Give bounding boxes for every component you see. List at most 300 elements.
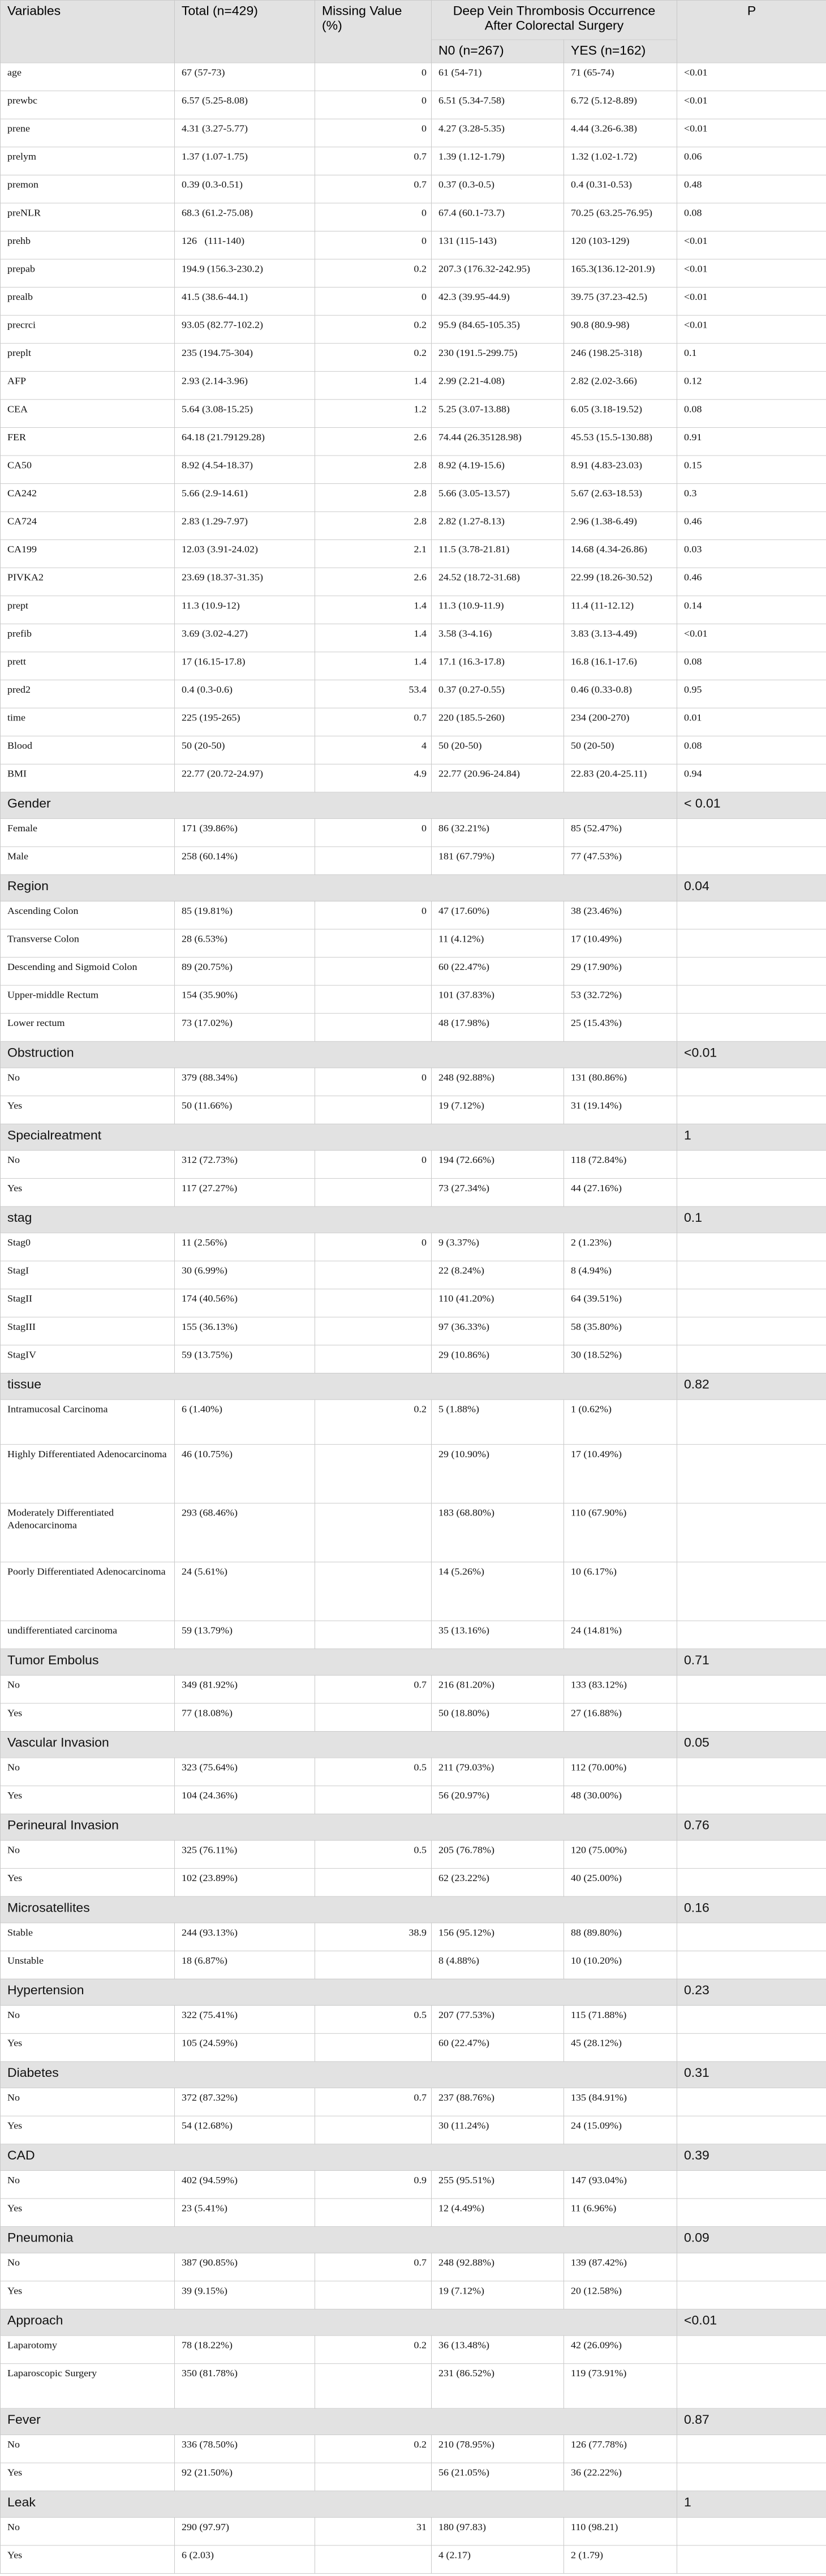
level-label: Poorly Differentiated Adenocarcinoma	[1, 1562, 175, 1621]
level-label: No	[1, 1150, 175, 1179]
missing-cell	[315, 2545, 432, 2574]
category-header-row	[1, 1649, 826, 1676]
p-value-cell	[677, 2033, 826, 2062]
category-p-value: 1	[677, 1124, 826, 1150]
yes-dvt-cell: 119 (73.91%)	[564, 2364, 677, 2408]
yes-dvt-cell: 2.82 (2.02-3.66)	[564, 371, 677, 400]
p-value-cell	[677, 1289, 826, 1317]
yes-dvt-cell: 2 (1.79)	[564, 2545, 677, 2574]
level-label: undifferentiated carcinoma	[1, 1621, 175, 1649]
no-dvt-cell: 230 (191.5-299.75)	[432, 344, 564, 372]
table-row	[1, 624, 826, 652]
category-p-value: 0.76	[677, 1814, 826, 1840]
total-cell: 322 (75.41%)	[175, 2006, 315, 2034]
variable-name: prepab	[1, 259, 175, 287]
no-dvt-cell: 156 (95.12%)	[432, 1923, 564, 1951]
total-cell: 372 (87.32%)	[175, 2088, 315, 2116]
table-row	[1, 2335, 826, 2364]
missing-cell: 0	[315, 1233, 432, 1261]
level-label: Upper-middle Rectum	[1, 985, 175, 1014]
total-cell: 54 (12.68%)	[175, 2116, 315, 2144]
no-dvt-cell: 1.39 (1.12-1.79)	[432, 147, 564, 175]
yes-dvt-cell: 5.67 (2.63-18.53)	[564, 484, 677, 512]
table-row	[1, 1261, 826, 1289]
p-value-cell: <0.01	[677, 315, 826, 344]
p-value-cell	[677, 1261, 826, 1289]
category-header-row	[1, 1124, 826, 1150]
level-label: Stable	[1, 1923, 175, 1951]
level-label: No	[1, 2170, 175, 2199]
p-value-cell	[677, 2364, 826, 2408]
level-label: No	[1, 1840, 175, 1869]
yes-dvt-cell: 120 (103-129)	[564, 231, 677, 259]
category-p-value: 0.39	[677, 2144, 826, 2171]
yes-dvt-cell: 71 (65-74)	[564, 63, 677, 91]
p-value-cell: 0.46	[677, 512, 826, 540]
missing-cell: 0.2	[315, 2435, 432, 2463]
total-cell: 46 (10.75%)	[175, 1444, 315, 1503]
category-header-row	[1, 2144, 826, 2171]
variable-name: precrci	[1, 315, 175, 344]
yes-dvt-cell: 11 (6.96%)	[564, 2199, 677, 2227]
missing-cell: 4	[315, 736, 432, 765]
level-label: Yes	[1, 1786, 175, 1814]
p-value-cell: 0.14	[677, 596, 826, 624]
missing-cell: 0.5	[315, 2006, 432, 2034]
total-cell: 85 (19.81%)	[175, 901, 315, 929]
table-row	[1, 2253, 826, 2281]
p-value-cell: 0.95	[677, 680, 826, 709]
missing-cell: 0	[315, 1068, 432, 1096]
no-dvt-cell: 180 (97.83)	[432, 2517, 564, 2545]
missing-cell	[315, 985, 432, 1014]
no-dvt-cell: 0.37 (0.3-0.5)	[432, 175, 564, 203]
table-row	[1, 175, 826, 203]
missing-cell: 0.5	[315, 1840, 432, 1869]
missing-cell: 0.7	[315, 2253, 432, 2281]
total-cell: 349 (81.92%)	[175, 1675, 315, 1703]
table-header	[1, 0, 826, 63]
p-value-cell	[677, 847, 826, 875]
table-row	[1, 985, 826, 1014]
p-value-cell	[677, 2199, 826, 2227]
total-cell: 11.3 (10.9-12)	[175, 596, 315, 624]
level-label: No	[1, 2517, 175, 2545]
missing-cell: 53.4	[315, 680, 432, 709]
yes-dvt-cell: 58 (35.80%)	[564, 1317, 677, 1345]
p-value-cell	[677, 901, 826, 929]
no-dvt-cell: 56 (21.05%)	[432, 2463, 564, 2491]
yes-dvt-cell: 133 (83.12%)	[564, 1675, 677, 1703]
category-header-row	[1, 875, 826, 901]
p-value-cell: 0.15	[677, 456, 826, 484]
total-cell: 28 (6.53%)	[175, 929, 315, 958]
level-label: Highly Differentiated Adenocarcinoma	[1, 1444, 175, 1503]
missing-cell: 1.4	[315, 371, 432, 400]
yes-dvt-cell: 14.68 (4.34-26.86)	[564, 540, 677, 568]
p-value-cell	[677, 819, 826, 847]
level-label: No	[1, 1068, 175, 1096]
no-dvt-cell: 101 (37.83%)	[432, 985, 564, 1014]
no-dvt-cell: 2.82 (1.27-8.13)	[432, 512, 564, 540]
total-cell: 350 (81.78%)	[175, 2364, 315, 2408]
yes-dvt-cell: 22.83 (20.4-25.11)	[564, 764, 677, 792]
no-dvt-cell: 61 (54-71)	[432, 63, 564, 91]
p-value-cell	[677, 1068, 826, 1096]
variable-name: prept	[1, 596, 175, 624]
table-row	[1, 456, 826, 484]
category-p-value: 1	[677, 2491, 826, 2518]
table-row	[1, 371, 826, 400]
total-cell: 325 (76.11%)	[175, 1840, 315, 1869]
table-row	[1, 764, 826, 792]
p-value-cell: 0.01	[677, 708, 826, 736]
category-p-value: 0.71	[677, 1649, 826, 1676]
level-label: Yes	[1, 2545, 175, 2574]
table-row	[1, 1840, 826, 1869]
level-label: Transverse Colon	[1, 929, 175, 958]
no-dvt-cell: 4.27 (3.28-5.35)	[432, 119, 564, 147]
yes-dvt-cell: 85 (52.47%)	[564, 819, 677, 847]
no-dvt-cell: 9 (3.37%)	[432, 1233, 564, 1261]
no-dvt-cell: 216 (81.20%)	[432, 1675, 564, 1703]
no-dvt-cell: 60 (22.47%)	[432, 2033, 564, 2062]
level-label: Laparotomy	[1, 2335, 175, 2364]
table-row	[1, 147, 826, 175]
p-value-cell	[677, 1758, 826, 1786]
variable-name: prewbc	[1, 91, 175, 119]
level-label: No	[1, 1758, 175, 1786]
total-cell: 41.5 (38.6-44.1)	[175, 287, 315, 316]
table-row	[1, 1289, 826, 1317]
no-dvt-cell: 210 (78.95%)	[432, 2435, 564, 2463]
level-label: No	[1, 2006, 175, 2034]
total-cell: 379 (88.34%)	[175, 1068, 315, 1096]
yes-dvt-cell: 48 (30.00%)	[564, 1786, 677, 1814]
no-dvt-cell: 248 (92.88%)	[432, 2253, 564, 2281]
header-no: N0 (n=267)	[432, 40, 564, 63]
missing-cell: 1.4	[315, 652, 432, 680]
no-dvt-cell: 19 (7.12%)	[432, 2281, 564, 2309]
yes-dvt-cell: 36 (22.22%)	[564, 2463, 677, 2491]
p-value-cell: 0.48	[677, 175, 826, 203]
no-dvt-cell: 86 (32.21%)	[432, 819, 564, 847]
category-name: Specialreatment	[1, 1124, 677, 1150]
table-row	[1, 287, 826, 316]
level-label: StagI	[1, 1261, 175, 1289]
yes-dvt-cell: 139 (87.42%)	[564, 2253, 677, 2281]
table-row	[1, 540, 826, 568]
no-dvt-cell: 5 (1.88%)	[432, 1399, 564, 1444]
yes-dvt-cell: 234 (200-270)	[564, 708, 677, 736]
p-value-cell	[677, 958, 826, 986]
yes-dvt-cell: 20 (12.58%)	[564, 2281, 677, 2309]
level-label: Yes	[1, 1096, 175, 1124]
yes-dvt-cell: 8.91 (4.83-23.03)	[564, 456, 677, 484]
no-dvt-cell: 205 (76.78%)	[432, 1840, 564, 1869]
category-header-row	[1, 1041, 826, 1068]
no-dvt-cell: 237 (88.76%)	[432, 2088, 564, 2116]
missing-cell: 31	[315, 2517, 432, 2545]
p-value-cell: 0.46	[677, 568, 826, 596]
table-row	[1, 736, 826, 765]
yes-dvt-cell: 120 (75.00%)	[564, 1840, 677, 1869]
no-dvt-cell: 30 (11.24%)	[432, 2116, 564, 2144]
no-dvt-cell: 19 (7.12%)	[432, 1096, 564, 1124]
missing-cell: 0.7	[315, 2088, 432, 2116]
table-row	[1, 819, 826, 847]
missing-cell: 2.6	[315, 427, 432, 456]
category-name: Gender	[1, 792, 677, 819]
p-value-cell	[677, 1951, 826, 1979]
table-row	[1, 2545, 826, 2574]
no-dvt-cell: 6.51 (5.34-7.58)	[432, 91, 564, 119]
missing-cell: 0	[315, 1150, 432, 1179]
category-name: stag	[1, 1207, 677, 1233]
total-cell: 104 (24.36%)	[175, 1786, 315, 1814]
no-dvt-cell: 220 (185.5-260)	[432, 708, 564, 736]
yes-dvt-cell: 70.25 (63.25-76.95)	[564, 203, 677, 231]
no-dvt-cell: 35 (13.16%)	[432, 1621, 564, 1649]
table-row	[1, 484, 826, 512]
missing-cell: 0	[315, 203, 432, 231]
level-label: Intramucosal Carcinoma	[1, 1399, 175, 1444]
total-cell: 235 (194.75-304)	[175, 344, 315, 372]
missing-cell: 2.6	[315, 568, 432, 596]
missing-cell: 4.9	[315, 764, 432, 792]
p-value-cell	[677, 2435, 826, 2463]
total-cell: 336 (78.50%)	[175, 2435, 315, 2463]
variable-name: prefib	[1, 624, 175, 652]
yes-dvt-cell: 246 (198.25-318)	[564, 344, 677, 372]
yes-dvt-cell: 165.3(136.12-201.9)	[564, 259, 677, 287]
total-cell: 59 (13.75%)	[175, 1345, 315, 1373]
category-header-row	[1, 2408, 826, 2435]
total-cell: 258 (60.14%)	[175, 847, 315, 875]
yes-dvt-cell: 45 (28.12%)	[564, 2033, 677, 2062]
missing-cell	[315, 1503, 432, 1562]
variable-name: prealb	[1, 287, 175, 316]
level-label: StagII	[1, 1289, 175, 1317]
total-cell: 105 (24.59%)	[175, 2033, 315, 2062]
p-value-cell	[677, 1840, 826, 1869]
total-cell: 293 (68.46%)	[175, 1503, 315, 1562]
no-dvt-cell: 14 (5.26%)	[432, 1562, 564, 1621]
level-label: Lower rectum	[1, 1014, 175, 1042]
missing-cell	[315, 1869, 432, 1897]
table-row	[1, 2281, 826, 2309]
header-p: P	[677, 0, 826, 63]
table-row	[1, 2033, 826, 2062]
variable-name: CA724	[1, 512, 175, 540]
total-cell: 3.69 (3.02-4.27)	[175, 624, 315, 652]
yes-dvt-cell: 2.96 (1.38-6.49)	[564, 512, 677, 540]
variable-name: prene	[1, 119, 175, 147]
missing-cell: 0	[315, 63, 432, 91]
table-row	[1, 2463, 826, 2491]
level-label: No	[1, 2253, 175, 2281]
no-dvt-cell: 181 (67.79%)	[432, 847, 564, 875]
yes-dvt-cell: 17 (10.49%)	[564, 1444, 677, 1503]
variable-name: time	[1, 708, 175, 736]
table-row	[1, 1345, 826, 1373]
missing-cell	[315, 1178, 432, 1207]
missing-cell: 0	[315, 119, 432, 147]
variable-name: Blood	[1, 736, 175, 765]
p-value-cell	[677, 1399, 826, 1444]
category-p-value: 0.04	[677, 875, 826, 901]
table-row	[1, 2364, 826, 2408]
variable-name: PIVKA2	[1, 568, 175, 596]
total-cell: 225 (195-265)	[175, 708, 315, 736]
no-dvt-cell: 42.3 (39.95-44.9)	[432, 287, 564, 316]
missing-cell	[315, 1014, 432, 1042]
no-dvt-cell: 5.66 (3.05-13.57)	[432, 484, 564, 512]
p-value-cell	[677, 1786, 826, 1814]
table-row	[1, 1951, 826, 1979]
table-row	[1, 652, 826, 680]
table-row	[1, 2170, 826, 2199]
yes-dvt-cell: 0.46 (0.33-0.8)	[564, 680, 677, 709]
level-label: Yes	[1, 1703, 175, 1732]
table-row	[1, 1068, 826, 1096]
p-value-cell	[677, 985, 826, 1014]
p-value-cell	[677, 2006, 826, 2034]
category-header-row	[1, 1373, 826, 1400]
table-row	[1, 568, 826, 596]
total-cell: 92 (21.50%)	[175, 2463, 315, 2491]
no-dvt-cell: 60 (22.47%)	[432, 958, 564, 986]
p-value-cell	[677, 1869, 826, 1897]
missing-cell: 0.2	[315, 1399, 432, 1444]
header-total: Total (n=429)	[175, 0, 315, 63]
missing-cell	[315, 2033, 432, 2062]
level-label: Male	[1, 847, 175, 875]
total-cell: 0.39 (0.3-0.51)	[175, 175, 315, 203]
p-value-cell	[677, 2463, 826, 2491]
table-row	[1, 231, 826, 259]
p-value-cell	[677, 1503, 826, 1562]
variable-name: preNLR	[1, 203, 175, 231]
table-row	[1, 596, 826, 624]
level-label: Yes	[1, 2033, 175, 2062]
total-cell: 30 (6.99%)	[175, 1261, 315, 1289]
p-value-cell: 0.08	[677, 652, 826, 680]
p-value-cell	[677, 1178, 826, 1207]
total-cell: 59 (13.79%)	[175, 1621, 315, 1649]
yes-dvt-cell: 30 (18.52%)	[564, 1345, 677, 1373]
total-cell: 244 (93.13%)	[175, 1923, 315, 1951]
no-dvt-cell: 17.1 (16.3-17.8)	[432, 652, 564, 680]
no-dvt-cell: 22 (8.24%)	[432, 1261, 564, 1289]
level-label: Laparoscopic Surgery	[1, 2364, 175, 2408]
missing-cell	[315, 1444, 432, 1503]
level-label: Yes	[1, 1869, 175, 1897]
table-row	[1, 2199, 826, 2227]
yes-dvt-cell: 6.72 (5.12-8.89)	[564, 91, 677, 119]
total-cell: 6.57 (5.25-8.08)	[175, 91, 315, 119]
no-dvt-cell: 207 (77.53%)	[432, 2006, 564, 2034]
p-value-cell: 0.1	[677, 344, 826, 372]
level-label: No	[1, 2435, 175, 2463]
table-row	[1, 2435, 826, 2463]
p-value-cell	[677, 1096, 826, 1124]
total-cell: 117 (27.27%)	[175, 1178, 315, 1207]
table-row	[1, 1150, 826, 1179]
total-cell: 102 (23.89%)	[175, 1869, 315, 1897]
yes-dvt-cell: 17 (10.49%)	[564, 929, 677, 958]
missing-cell: 1.4	[315, 624, 432, 652]
table-row	[1, 63, 826, 91]
yes-dvt-cell: 135 (84.91%)	[564, 2088, 677, 2116]
total-cell: 17 (16.15-17.8)	[175, 652, 315, 680]
table-row	[1, 1444, 826, 1503]
total-cell: 23.69 (18.37-31.35)	[175, 568, 315, 596]
yes-dvt-cell: 131 (80.86%)	[564, 1068, 677, 1096]
no-dvt-cell: 67.4 (60.1-73.7)	[432, 203, 564, 231]
category-name: Diabetes	[1, 2062, 677, 2088]
total-cell: 1.37 (1.07-1.75)	[175, 147, 315, 175]
category-name: Pneumonia	[1, 2227, 677, 2253]
yes-dvt-cell: 16.8 (16.1-17.6)	[564, 652, 677, 680]
p-value-cell	[677, 2088, 826, 2116]
no-dvt-cell: 95.9 (84.65-105.35)	[432, 315, 564, 344]
variable-name: BMI	[1, 764, 175, 792]
level-label: Yes	[1, 2463, 175, 2491]
table-row	[1, 901, 826, 929]
table-body	[1, 63, 826, 2573]
category-p-value: 0.09	[677, 2227, 826, 2253]
missing-cell: 0	[315, 819, 432, 847]
table-row	[1, 708, 826, 736]
total-cell: 6 (1.40%)	[175, 1399, 315, 1444]
level-label: Female	[1, 819, 175, 847]
total-cell: 4.31 (3.27-5.77)	[175, 119, 315, 147]
level-label: No	[1, 2088, 175, 2116]
table-row	[1, 344, 826, 372]
p-value-cell: 0.12	[677, 371, 826, 400]
total-cell: 6 (2.03)	[175, 2545, 315, 2574]
no-dvt-cell: 0.37 (0.27-0.55)	[432, 680, 564, 709]
p-value-cell	[677, 1345, 826, 1373]
category-p-value: 0.1	[677, 1207, 826, 1233]
yes-dvt-cell: 11.4 (11-12.12)	[564, 596, 677, 624]
p-value-cell: 0.06	[677, 147, 826, 175]
table-row	[1, 1923, 826, 1951]
total-cell: 89 (20.75%)	[175, 958, 315, 986]
p-value-cell: <0.01	[677, 624, 826, 652]
yes-dvt-cell: 10 (10.20%)	[564, 1951, 677, 1979]
variable-name: CA50	[1, 456, 175, 484]
no-dvt-cell: 22.77 (20.96-24.84)	[432, 764, 564, 792]
variable-name: prehb	[1, 231, 175, 259]
yes-dvt-cell: 29 (17.90%)	[564, 958, 677, 986]
yes-dvt-cell: 24 (15.09%)	[564, 2116, 677, 2144]
missing-cell: 0	[315, 231, 432, 259]
no-dvt-cell: 8 (4.88%)	[432, 1951, 564, 1979]
table-row	[1, 1503, 826, 1562]
category-header-row	[1, 1731, 826, 1758]
p-value-cell: <0.01	[677, 119, 826, 147]
table-row	[1, 1703, 826, 1732]
category-p-value: <0.01	[677, 1041, 826, 1068]
yes-dvt-cell: 64 (39.51%)	[564, 1289, 677, 1317]
table-row	[1, 1178, 826, 1207]
total-cell: 312 (72.73%)	[175, 1150, 315, 1179]
missing-cell: 0	[315, 287, 432, 316]
missing-cell: 38.9	[315, 1923, 432, 1951]
variable-name: pred2	[1, 680, 175, 709]
